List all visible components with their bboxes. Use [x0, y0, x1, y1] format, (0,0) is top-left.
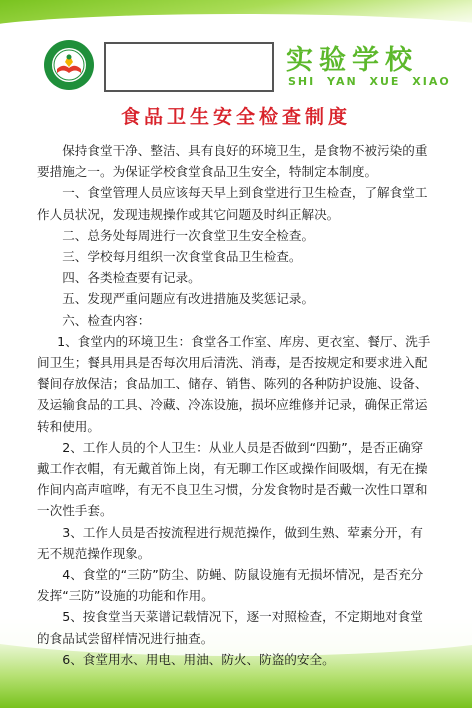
paragraph-item-3: 3、工作人员是否按流程进行规范操作，做到生熟、荤素分开，有无不规范操作现象。	[37, 524, 423, 561]
paragraph-intro: 保持食堂干净、整洁、具有良好的环境卫生，是食物不被污染的重要措施之一。为保证学校食堂食品卫生安全，特制定本制度。	[37, 143, 428, 180]
school-emblem-icon	[44, 40, 94, 90]
paragraph-item-6: 6、食堂用水、用电、用油、防火、防盗的安全。	[62, 651, 335, 667]
paragraph-rule-2: 二、总务处每周进行一次食堂卫生安全检查。	[62, 227, 315, 243]
page-title: 食品卫生安全检查制度	[120, 106, 351, 128]
paragraph-rule-5: 五、发现严重问题应有改进措施及奖惩记录。	[62, 291, 315, 307]
paragraph-item-4: 4、食堂的“三防”防尘、防蝇、防鼠设施有无损坏情况，是否充分发挥“三防”设施的功能和作用。	[37, 567, 424, 604]
paragraph-item-1: 1、食堂内的环境卫生：食堂各工作室、库房、更衣室、餐厅、洗手间卫生；餐具用具是否每次用后清洗、消毒，是否按规定和要求进入配餐间存放保洁；食品加工、储存、销售、陈列的各种防护设施、设备、及运输食品的工具、冷藏、冷冻设施，损坏应维修并记录，确保正常运转和使用。	[37, 333, 431, 434]
school-name-cn: 实验学校	[286, 45, 418, 76]
regulation-body	[37, 140, 435, 670]
paragraph-item-5: 5、按食堂当天菜谱记载情况下，逐一对照检查，不定期地对食堂的食品试尝留样情况进行抽查。	[37, 609, 423, 646]
paragraph-rule-3: 三、学校每月组织一次食堂食品卫生检查。	[62, 249, 302, 265]
paragraph-item-2: 2、工作人员的个人卫生：从业人员是否做到“四勤”，是否正确穿戴工作衣帽，有无戴首饰上岗，有无聊工作区或操作间吸烟，有无在操作间内高声喧哗，有无不良卫生习惯，分发食物时是否戴一次性口罩和一次性手套。	[37, 439, 428, 519]
school-name-en: SHI YAN XUE XIAO	[288, 75, 451, 88]
paragraph-rule-6: 六、检查内容：	[62, 312, 151, 328]
school-name-placeholder-box	[104, 42, 274, 92]
paragraph-rule-4: 四、各类检查要有记录。	[62, 270, 201, 286]
paragraph-rule-1: 一、食堂管理人员应该每天早上到食堂进行卫生检查，了解食堂工作人员状况，发现违规操作或其它问题及时纠正解决。	[37, 185, 428, 222]
